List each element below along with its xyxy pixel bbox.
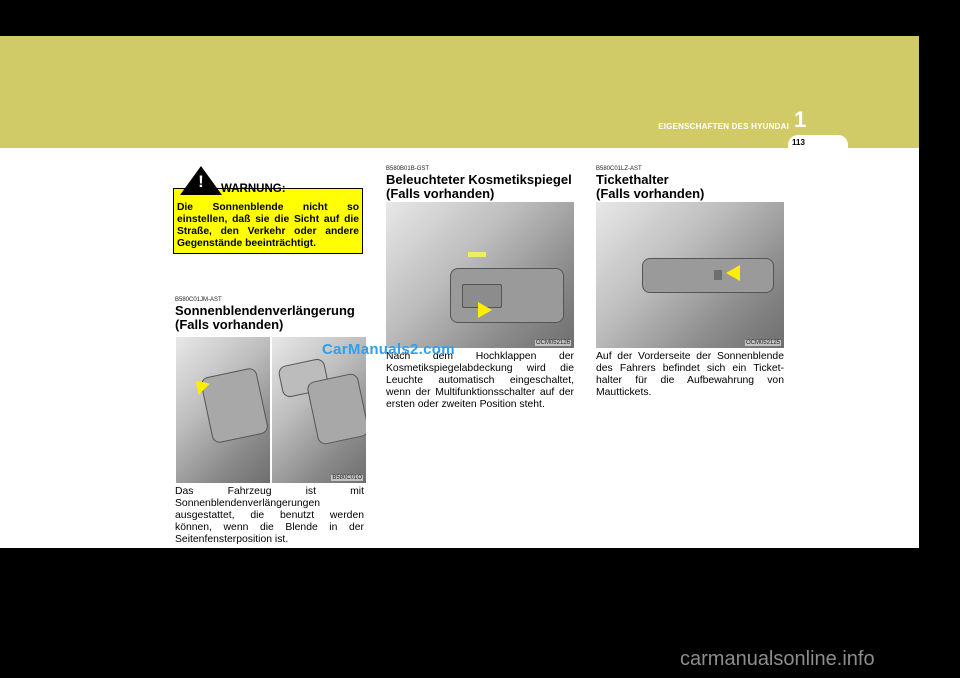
image-code: OCM052126 [535, 340, 570, 346]
image-code: OCM052125 [745, 340, 780, 346]
vanity-mirror-image [386, 202, 574, 348]
arrow-icon [726, 265, 740, 281]
section-subtitle: (Falls vorhanden) [386, 186, 495, 201]
warning-heading: WARNUNG: [221, 183, 286, 195]
section-title: Tickethalter [596, 172, 669, 187]
watermark-link[interactable]: CarManuals2.com [322, 341, 455, 358]
sun-visor-shape [200, 367, 270, 444]
chapter-number: 1 [794, 107, 807, 132]
section-subtitle: (Falls vorhanden) [175, 317, 284, 332]
chapter-title: EIGENSCHAFTEN DES HYUNDAI [658, 122, 789, 131]
warning-text: Die Sonnenblende nicht so einstellen, daß sie die Sicht auf die Straße, den Verkehr oder andere Gegenstände beeinträchtigt. [177, 202, 359, 249]
sun-visor-shape [306, 372, 366, 445]
section-sun-visor-extension [175, 297, 363, 332]
section-body: Das Fahrzeug ist mit Sonnenblendenverlängerungen ausgestattet, die benutzt werden können, wenn die Blende in der Seitenfensterposition ist. [175, 486, 364, 545]
visor-extension-image-left [176, 337, 270, 483]
section-vanity-mirror [386, 166, 574, 201]
section-code: B580C01JM-AST [175, 297, 222, 303]
visor-extension-image-right [272, 337, 366, 483]
sun-visor-shape [642, 258, 774, 293]
warning-box [173, 188, 363, 254]
section-body: Auf der Vorderseite der Sonnenblende des Fahrers befindet sich ein Ticket-halter für die Aufbewahrung von Mauttickets. [596, 351, 784, 398]
page-number: 113 [792, 138, 805, 147]
section-title: Beleuchteter Kosmetikspiegel [386, 172, 572, 187]
arrow-icon [478, 302, 492, 318]
image-code: B580C01O [332, 475, 362, 481]
site-footer-link[interactable]: carmanualsonline.info [680, 648, 875, 670]
ticket-slot-shape [714, 270, 722, 280]
section-title: Sonnenblendenverlängerung [175, 303, 355, 318]
section-body: Nach dem Hochklappen der Kosmetikspiegelabdeckung wird die Leuchte automatisch eingeschaltet, wenn der Multifunktionsschalter auf der ersten oder zweiten Position steht. [386, 351, 574, 410]
vanity-light-icon [468, 252, 486, 257]
section-code: B580B01B-GST [386, 166, 430, 172]
ticket-holder-image [596, 202, 784, 348]
exclamation-icon: ! [198, 172, 204, 191]
section-subtitle: (Falls vorhanden) [596, 186, 705, 201]
section-code: B580C01LZ-AST [596, 166, 642, 172]
header-band [0, 36, 919, 148]
section-ticket-holder [596, 166, 784, 201]
